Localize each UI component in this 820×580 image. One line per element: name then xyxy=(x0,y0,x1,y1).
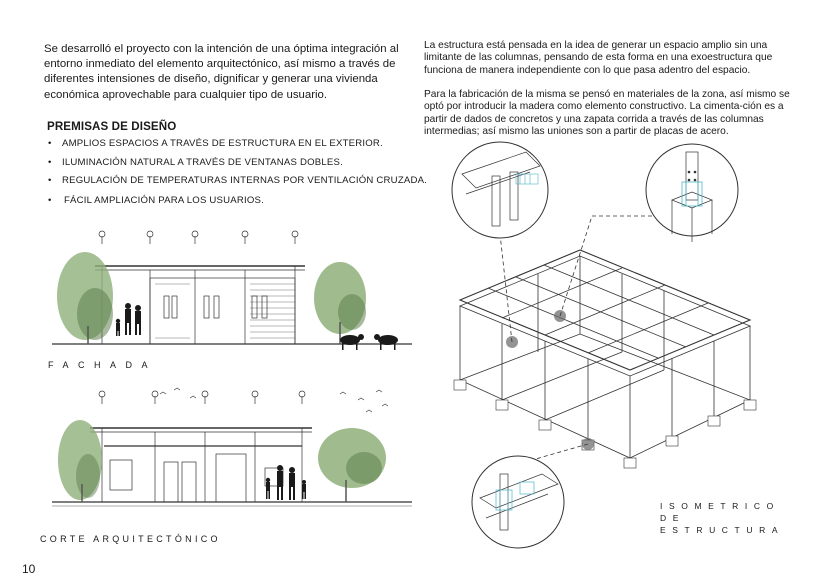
premisas-title: PREMISAS DE DISEÑO xyxy=(47,120,177,133)
fachada-drawing xyxy=(40,226,420,360)
tree-left xyxy=(57,252,113,344)
cow-silhouettes xyxy=(340,334,398,350)
bullet-icon: • xyxy=(48,156,52,168)
premisa-item xyxy=(48,157,427,176)
bullet-icon: • xyxy=(48,175,52,186)
windows xyxy=(164,296,267,318)
structure-paragraph: La estructura está pensada en la idea de generar un espacio amplio sin una limitante de las columnas, pensando de esta forma en una exoestructura que funciona de manera independiente con lo que pasa adentro del espacio. xyxy=(424,40,773,76)
concrete-footings xyxy=(454,380,756,468)
corte-label: CORTE ARQUITECTÓNICO xyxy=(40,534,221,544)
corte-drawing xyxy=(40,384,420,530)
premisa-item xyxy=(48,138,427,157)
tree-right xyxy=(318,428,386,502)
premisa-text: REGULACIÓN DE TEMPERATURAS INTERNAS POR VENTILACIÓN CRUZADA. xyxy=(62,175,428,186)
isometric-label xyxy=(660,500,785,536)
premisa-text: ILUMINACIÓN NATURAL A TRAVÉS DE VENTANAS DOBLES. xyxy=(62,156,343,168)
tree-left xyxy=(58,420,102,502)
premisa-item xyxy=(48,195,427,214)
premisa-text: AMPLIOS ESPACIOS A TRAVÉS DE ESTRUCTURA EN EL EXTERIOR. xyxy=(62,138,383,149)
axis-markers xyxy=(99,391,305,404)
isometric-structure xyxy=(430,138,810,550)
detail-circle-top-left xyxy=(452,142,548,238)
axis-markers xyxy=(99,231,298,244)
isometric-label-line-1: ISOMETRICO DE xyxy=(660,501,780,523)
fachada-label: FACHADA xyxy=(48,360,158,370)
materials-paragraph: Para la fabricación de la misma se pensó en materiales de la zona, así mismo se optó por introducir la madera como elemento constructivo. La cimenta-ción es a partir de dados de concretos y una zapata corrida a través de las columnas intermedias; así mismo las uniones son a partir de placas de acero. xyxy=(424,89,790,138)
detail-circle-top-right xyxy=(646,144,738,242)
page-number: 10 xyxy=(22,562,36,576)
structure-frame xyxy=(460,250,750,458)
people-silhouettes xyxy=(266,465,306,500)
detail-circle-bottom xyxy=(472,456,564,548)
isometric-label-line-2: ESTRUCTURA xyxy=(660,525,785,535)
premisas-list xyxy=(48,138,427,213)
people-silhouettes xyxy=(116,303,141,336)
tree-right xyxy=(314,262,366,344)
premisa-text: FÁCIL AMPLIACIÓN PARA LOS USUARIOS. xyxy=(64,194,264,206)
intro-paragraph: Se desarrolló el proyecto con la intención de una óptima integración al entorno inmediato del elemento arquitectónico, así mismo a través de diferentes intensiones de diseño, dignificar y generar una vivienda económica aprovechable para cualquier tipo de usuario. xyxy=(44,43,399,101)
premisa-item xyxy=(48,175,427,194)
bullet-icon: • xyxy=(48,194,52,206)
bullet-icon: • xyxy=(48,138,52,149)
wall-siding xyxy=(155,284,295,338)
birds xyxy=(160,388,388,412)
